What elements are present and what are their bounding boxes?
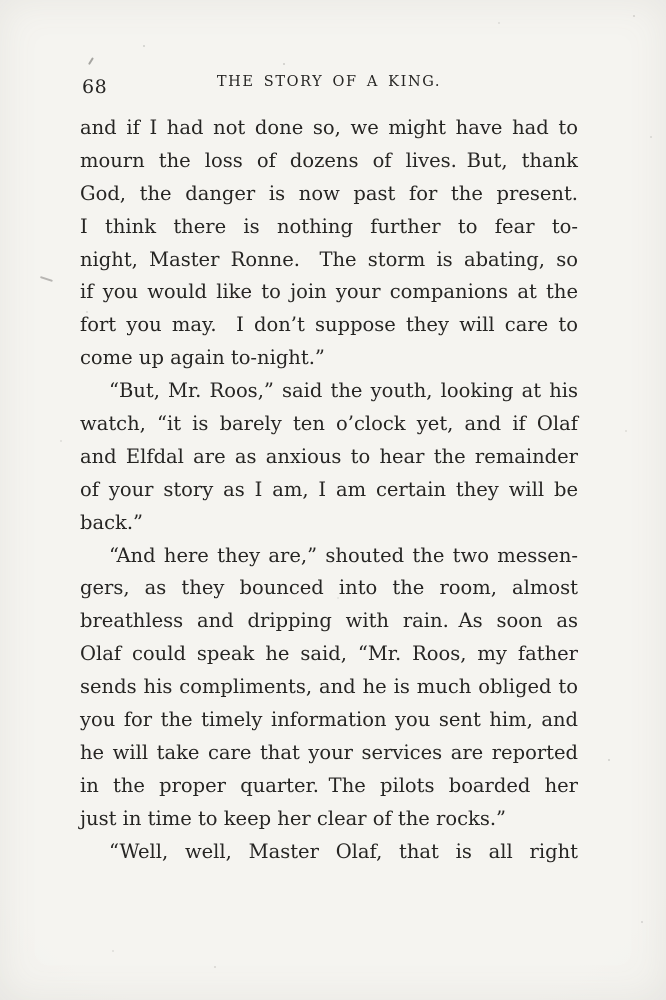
text-line: “And here they are,” shouted the two messen- xyxy=(109,543,578,567)
text-line: and Elfdal are as anxious to hear the remainder xyxy=(80,444,578,468)
text-line: come up again to-night.” xyxy=(80,346,325,370)
page-number: 68 xyxy=(82,76,108,98)
text-line: he will take care that your services are reported xyxy=(80,740,578,764)
text-line: in the proper quarter. The pilots boarded her xyxy=(80,773,578,797)
text-line: mourn the loss of dozens of lives. But, thank xyxy=(80,148,578,172)
scan-artifact-mark xyxy=(40,276,53,282)
text-line: night, Master Ronne. The storm is abating, so xyxy=(80,247,578,271)
running-title: THE STORY OF A KING. xyxy=(216,74,442,90)
text-line: Olaf could speak he said, “Mr. Roos, my father xyxy=(80,642,578,666)
text-line: God, the danger is now past for the present. xyxy=(80,181,578,205)
text-line: gers, as they bounced into the room, almost xyxy=(80,576,578,600)
running-header xyxy=(80,74,578,98)
text-line: fort you may. I don’t suppose they will care to xyxy=(80,313,578,337)
paper-noise-specks xyxy=(0,0,2,2)
scan-artifact-mark xyxy=(88,57,94,65)
text-line: I think there is nothing further to fear to- xyxy=(80,214,578,238)
text-line: “Well, well, Master Olaf, that is all right xyxy=(109,839,578,863)
text-block xyxy=(80,112,578,868)
text-line: breathless and dripping with rain. As soon as xyxy=(80,609,578,633)
text-line: of your story as I am, I am certain they will be xyxy=(80,477,578,501)
text-line: and if I had not done so, we might have had to xyxy=(80,116,578,139)
text-line: watch, “it is barely ten o’clock yet, and if Olaf xyxy=(80,412,578,436)
text-line: just in time to keep her clear of the rocks.” xyxy=(80,806,507,830)
text-line: you for the timely information you sent him, and xyxy=(80,708,578,732)
text-line: sends his compliments, and he is much obliged to xyxy=(80,675,578,699)
text-line: back.” xyxy=(80,510,144,534)
text-line: if you would like to join your companions at the xyxy=(80,280,578,304)
text-line: “But, Mr. Roos,” said the youth, looking at his xyxy=(109,379,578,403)
